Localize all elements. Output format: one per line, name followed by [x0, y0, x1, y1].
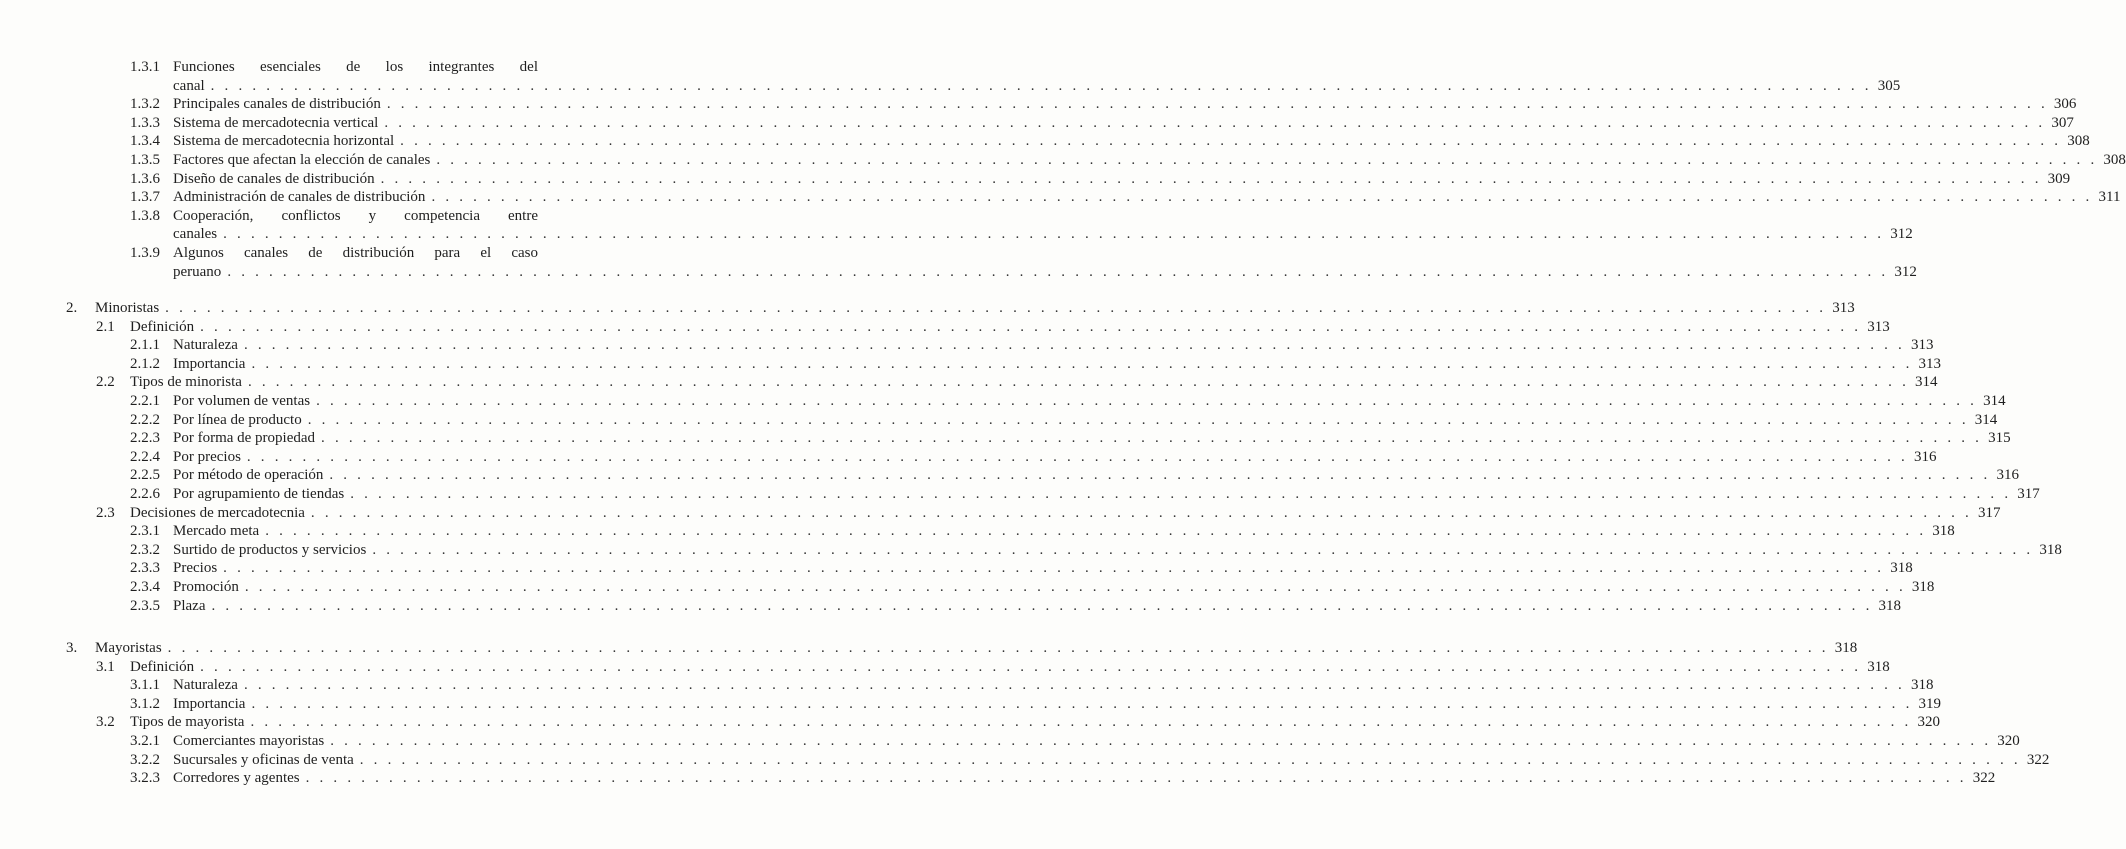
toc-entry-title: Tipos de minorista: [130, 374, 242, 391]
toc-page-number: 318: [1867, 658, 1890, 675]
toc-entry-body: [173, 151, 2126, 170]
dot-leader: . . . . . . . . . . . . . . . . . . . . . . . . . . . . . . . . . . . . . . . . . . . . . . . . . . . . . . . . . . . . . . . . . . . . . . . . . . . . . . . . . . . . . . . . . . . . . . . . . . . . . . . . . . . . . . . . . . . . . . . .: [372, 541, 2034, 558]
toc-entry-number: 2.2.1: [130, 392, 160, 409]
toc-entry-title: Principales canales de distribución: [173, 96, 381, 113]
toc-entry-number: 3.: [66, 640, 78, 656]
toc-page-number: 314: [1974, 411, 1998, 428]
toc-entry-body: [130, 658, 1890, 677]
toc-entry-title: Sistema de mercadotecnia horizontal: [173, 133, 395, 150]
dot-leader: . . . . . . . . . . . . . . . . . . . . . . . . . . . . . . . . . . . . . . . . . . . . . . . . . . . . . . . . . . . . . . . . . . . . . . . . . . . . . . . . . . . . . . . . . . . . . . . . . . . . . . . . . . . . . . . . . . . . . . . .: [400, 133, 2062, 150]
toc-entry-body: [173, 114, 2074, 133]
toc-entry-title: Corredores y agentes: [173, 770, 300, 787]
toc-entry: [0, 58, 600, 77]
toc-entry-body: [130, 504, 2001, 523]
toc-entry-body: [173, 392, 2006, 411]
toc-entry-body: [173, 541, 2062, 560]
dot-leader: . . . . . . . . . . . . . . . . . . . . . . . . . . . . . . . . . . . . . . . . . . . . . . . . . . . . . . . . . . . . . . . . . . . . . . . . . . . . . . . . . . . . . . . . . . . . . . . . . . . . . . . . . . . . . . . . . . . . . . . .: [250, 714, 1912, 731]
toc-page-number: 305: [1877, 77, 1901, 94]
toc-entry-number: 3.1: [96, 658, 115, 675]
toc-entry-title: Importancia: [173, 695, 246, 712]
dot-leader: . . . . . . . . . . . . . . . . . . . . . . . . . . . . . . . . . . . . . . . . . . . . . . . . . . . . . . . . . . . . . . . . . . . . . . . . . . . . . . . . . . . . . . . . . . . . . . . . . . . . . . . . . . . . . . . . . . . . . . . .: [223, 226, 1885, 243]
toc-entry-title: Cooperación, conflictos y competencia entre: [173, 207, 538, 224]
toc-page-number: 307: [2051, 114, 2074, 131]
dot-leader: . . . . . . . . . . . . . . . . . . . . . . . . . . . . . . . . . . . . . . . . . . . . . . . . . . . . . . . . . . . . . . . . . . . . . . . . . . . . . . . . . . . . . . . . . . . . . . . . . . . . . . . . . . . . . . . . . . . . . . . .: [310, 504, 1972, 521]
dot-leader: . . . . . . . . . . . . . . . . . . . . . . . . . . . . . . . . . . . . . . . . . . . . . . . . . . . . . . . . . . . . . . . . . . . . . . . . . . . . . . . . . . . . . . . . . . . . . . . . . . . . . . . . . . . . . . . . . . . . . . . .: [251, 695, 1913, 712]
dot-leader: . . . . . . . . . . . . . . . . . . . . . . . . . . . . . . . . . . . . . . . . . . . . . . . . . . . . . . . . . . . . . . . . . . . . . . . . . . . . . . . . . . . . . . . . . . . . . . . . . . . . . . . . . . . . . . . . . . . . . . . .: [200, 318, 1862, 335]
dot-leader: . . . . . . . . . . . . . . . . . . . . . . . . . . . . . . . . . . . . . . . . . . . . . . . . . . . . . . . . . . . . . . . . . . . . . . . . . . . . . . . . . . . . . . . . . . . . . . . . . . . . . . . . . . . . . . . . . . . . . . . .: [359, 751, 2021, 768]
toc-page-number: 317: [1977, 504, 2001, 521]
toc-entry-number: 3.1.1: [130, 677, 160, 694]
toc-entry-body: [130, 318, 1890, 337]
dot-leader: . . . . . . . . . . . . . . . . . . . . . . . . . . . . . . . . . . . . . . . . . . . . . . . . . . . . . . . . . . . . . . . . . . . . . . . . . . . . . . . . . . . . . . . . . . . . . . . . . . . . . . . . . . . . . . . . . . . . . . . .: [265, 523, 1927, 540]
toc-entry: [0, 373, 1938, 392]
toc-entry-number: 3.1.2: [130, 695, 160, 712]
toc-entry-body: [173, 355, 1942, 374]
toc-page-number: 308: [2067, 133, 2090, 150]
toc-entry-number: 1.3.5: [130, 151, 160, 168]
toc-entry-title: Minoristas: [95, 300, 160, 316]
toc-entry: [0, 559, 1913, 578]
dot-leader: . . . . . . . . . . . . . . . . . . . . . . . . . . . . . . . . . . . . . . . . . . . . . . . . . . . . . . . . . . . . . . . . . . . . . . . . . . . . . . . . . . . . . . . . . . . . . . . . . . . . . . . . . . . . . . . . . . . . . . . .: [436, 151, 2098, 168]
toc-entry-title: Sucursales y oficinas de venta: [173, 751, 354, 768]
dot-leader: . . . . . . . . . . . . . . . . . . . . . . . . . . . . . . . . . . . . . . . . . . . . . . . . . . . . . . . . . . . . . . . . . . . . . . . . . . . . . . . . . . . . . . . . . . . . . . . . . . . . . . . . . . . . . . . . . . . . . . . .: [251, 355, 1913, 372]
toc-page-number: 322: [1972, 770, 1996, 787]
toc-page-number: 318: [1878, 597, 1902, 614]
toc-page-number: 314: [1915, 374, 1938, 391]
dot-leader: . . . . . . . . . . . . . . . . . . . . . . . . . . . . . . . . . . . . . . . . . . . . . . . . . . . . . . . . . . . . . . . . . . . . . . . . . . . . . . . . . . . . . . . . . . . . . . . . . . . . . . . . . . . . . . . . . . . . . . . .: [243, 337, 1906, 354]
toc-entry-number: 2.3.4: [130, 578, 160, 595]
toc-entry-body: [173, 522, 1955, 541]
dot-leader: . . . . . . . . . . . . . . . . . . . . . . . . . . . . . . . . . . . . . . . . . . . . . . . . . . . . . . . . . . . . . . . . . . . . . . . . . . . . . . . . . . . . . . . . . . . . . . . . . . . . . . . . . . . . . . . . . . . . . . . .: [386, 96, 2048, 113]
dot-leader: . . . . . . . . . . . . . . . . . . . . . . . . . . . . . . . . . . . . . . . . . . . . . . . . . . . . . . . . . . . . . . . . . . . . . . . . . . . . . . . . . . . . . . . . . . . . . . . . . . . . . . . . . . . . . . . . . . . . . . . .: [380, 170, 2042, 187]
toc-entry-title: Definición: [130, 658, 195, 675]
toc-entry-title-continued: peruano: [173, 263, 222, 280]
toc-entry-number: 1.3.3: [130, 114, 160, 131]
dot-leader: . . . . . . . . . . . . . . . . . . . . . . . . . . . . . . . . . . . . . . . . . . . . . . . . . . . . . . . . . . . . . . . . . . . . . . . . . . . . . . . . . . . . . . . . . . . . . . . . . . . . . . . . . . . . . . . . . . . . . . . .: [305, 770, 1967, 787]
toc-entry-title: Por volumen de ventas: [173, 392, 311, 409]
toc-entry-title: Promoción: [173, 578, 239, 595]
toc-entry-body: [173, 429, 2011, 448]
toc-entry-title: Por forma de propiedad: [173, 430, 316, 447]
toc-entry-title: Definición: [130, 318, 195, 335]
toc-entry: [0, 336, 1934, 355]
toc-section-canales: [0, 58, 2126, 281]
toc-entry-title: Mayoristas: [95, 640, 162, 656]
toc-entry-continuation: [0, 77, 1901, 96]
toc-entry: [0, 448, 1937, 467]
toc-entry-title: Factores que afectan la elección de canales: [173, 151, 431, 168]
dot-leader: . . . . . . . . . . . . . . . . . . . . . . . . . . . . . . . . . . . . . . . . . . . . . . . . . . . . . . . . . . . . . . . . . . . . . . . . . . . . . . . . . . . . . . . . . . . . . . . . . . . . . . . . . . . . . . . . . . . . . . . .: [223, 560, 1885, 577]
toc-page-number: 320: [1917, 714, 1941, 731]
toc-entry-body: [95, 299, 1855, 318]
toc-page-number: 314: [1983, 392, 2006, 409]
toc-entry: [0, 597, 1902, 616]
toc-entry: [0, 541, 2062, 560]
dot-leader: . . . . . . . . . . . . . . . . . . . . . . . . . . . . . . . . . . . . . . . . . . . . . . . . . . . . . . . . . . . . . . . . . . . . . . . . . . . . . . . . . . . . . . . . . . . . . . . . . . . . . . . . . . . . . . . . . . . . . . . .: [227, 263, 1889, 280]
toc-entry-number: 2.3.2: [130, 541, 160, 558]
toc-entry: [0, 504, 2001, 523]
toc-page-number: 320: [1997, 732, 2020, 749]
dot-leader: . . . . . . . . . . . . . . . . . . . . . . . . . . . . . . . . . . . . . . . . . . . . . . . . . . . . . . . . . . . . . . . . . . . . . . . . . . . . . . . . . . . . . . . . . . . . . . . . . . . . . . . . . . . . . . . . . . . . . . . .: [330, 732, 1992, 749]
toc-entry: [0, 485, 2040, 504]
toc-entry: [0, 132, 2090, 151]
toc-page-number: 318: [1911, 677, 1934, 694]
dot-leader: . . . . . . . . . . . . . . . . . . . . . . . . . . . . . . . . . . . . . . . . . . . . . . . . . . . . . . . . . . . . . . . . . . . . . . . . . . . . . . . . . . . . . . . . . . . . . . . . . . . . . . . . . . . . . . . . . . . . . . . .: [321, 430, 1983, 447]
toc-entry-title: Decisiones de mercadotecnia: [130, 504, 305, 521]
toc-page-number: 313: [1911, 337, 1934, 354]
toc-page-number: 308: [2103, 151, 2126, 168]
toc-entry: [0, 695, 1942, 714]
toc-page-number: 313: [1832, 300, 1855, 316]
toc-entry-title: Mercado meta: [173, 523, 260, 540]
toc-page-number: 318: [1932, 523, 1955, 540]
toc-entry-number: 2.2.2: [130, 411, 160, 428]
toc-entry-title: Importancia: [173, 355, 246, 372]
toc-entry-body: [95, 639, 1858, 658]
toc-entry-body: [173, 132, 2090, 151]
toc-entry-body: [173, 207, 538, 226]
toc-page-number: 322: [2026, 751, 2050, 768]
toc-entry-title: Tipos de mayorista: [130, 714, 245, 731]
toc-page-number: 318: [1911, 578, 1935, 595]
toc-entry-number: 2.1.2: [130, 355, 160, 372]
toc-entry-number: 2.3: [96, 504, 115, 521]
toc-entry: [0, 676, 1934, 695]
toc-entry-title: Administración de canales de distribución: [173, 189, 426, 206]
dot-leader: . . . . . . . . . . . . . . . . . . . . . . . . . . . . . . . . . . . . . . . . . . . . . . . . . . . . . . . . . . . . . . . . . . . . . . . . . . . . . . . . . . . . . . . . . . . . . . . . . . . . . . . . . . . . . . . . . . . . . . . .: [316, 392, 1978, 409]
toc-entry: [0, 95, 2077, 114]
toc-entry-number: 3.2.3: [130, 770, 160, 787]
toc-entry-number: 2.2: [96, 374, 115, 391]
toc-entry: [0, 713, 1941, 732]
toc-entry-number: 2.2.4: [130, 448, 160, 465]
toc-entry-title: Por línea de producto: [173, 411, 302, 428]
toc-entry-number: 2.2.5: [130, 467, 160, 484]
toc-entry-title: Funciones esenciales de los integrantes del: [173, 59, 538, 75]
dot-leader: . . . . . . . . . . . . . . . . . . . . . . . . . . . . . . . . . . . . . . . . . . . . . . . . . . . . . . . . . . . . . . . . . . . . . . . . . . . . . . . . . . . . . . . . . . . . . . . . . . . . . . . . . . . . . . . . . . . . . . . .: [350, 485, 2012, 502]
toc-entry-title: Sistema de mercadotecnia vertical: [173, 114, 379, 131]
toc-page-number: 306: [2053, 96, 2077, 113]
toc-entry: [0, 355, 1942, 374]
toc-page-number: 316: [1913, 448, 1937, 465]
toc-entry: [0, 732, 2020, 751]
toc-entry-number: 1.3.4: [130, 133, 160, 150]
toc-entry-title: Comerciantes mayoristas: [173, 732, 325, 749]
toc-entry-title: Por precios: [173, 448, 241, 465]
toc-entry-title: Surtido de productos y servicios: [173, 541, 367, 558]
toc-section-minoristas: [0, 299, 2062, 615]
dot-leader: . . . . . . . . . . . . . . . . . . . . . . . . . . . . . . . . . . . . . . . . . . . . . . . . . . . . . . . . . . . . . . . . . . . . . . . . . . . . . . . . . . . . . . . . . . . . . . . . . . . . . . . . . . . . . . . . . . . . . . . .: [329, 467, 1991, 484]
toc-page-number: 311: [2098, 189, 2121, 206]
toc-entry-title: Precios: [173, 560, 218, 577]
toc-entry: [0, 392, 2006, 411]
toc-entry-body: [173, 732, 2020, 751]
toc-entry-body: [173, 597, 1902, 616]
toc-entry-body: [173, 58, 538, 77]
toc-entry-body: [173, 466, 2019, 485]
toc-entry-number: 1.3.7: [130, 189, 160, 206]
dot-leader: . . . . . . . . . . . . . . . . . . . . . . . . . . . . . . . . . . . . . . . . . . . . . . . . . . . . . . . . . . . . . . . . . . . . . . . . . . . . . . . . . . . . . . . . . . . . . . . . . . . . . . . . . . . . . . . . . . . . . . . .: [211, 597, 1873, 614]
toc-entry-continuation: [0, 263, 1917, 282]
toc-entry-title-continued: canal: [173, 77, 205, 94]
toc-entry-body: [173, 578, 1935, 597]
toc-entry: [0, 114, 2074, 133]
toc-entry-body: [173, 263, 1917, 282]
toc-entry-number: 1.3.2: [130, 96, 160, 113]
toc-entry: [0, 769, 1996, 788]
toc-page-number: 309: [2047, 170, 2071, 187]
dot-leader: . . . . . . . . . . . . . . . . . . . . . . . . . . . . . . . . . . . . . . . . . . . . . . . . . . . . . . . . . . . . . . . . . . . . . . . . . . . . . . . . . . . . . . . . . . . . . . . . . . . . . . . . . . . . . . . . . . . . . . . .: [167, 640, 1829, 656]
toc-entry-body: [173, 77, 1901, 96]
toc-page-number: 318: [1890, 560, 1913, 577]
toc-page-number: 313: [1918, 355, 1942, 372]
toc-entry: [0, 299, 1855, 318]
toc-entry: [0, 244, 600, 263]
toc-entry: [0, 411, 1998, 430]
dot-leader: . . . . . . . . . . . . . . . . . . . . . . . . . . . . . . . . . . . . . . . . . . . . . . . . . . . . . . . . . . . . . . . . . . . . . . . . . . . . . . . . . . . . . . . . . . . . . . . . . . . . . . . . . . . . . . . . . . . . . . . .: [165, 300, 1827, 316]
toc-entry: [0, 151, 2126, 170]
toc-entry-body: [173, 695, 1942, 714]
toc-entry-number: 2.2.3: [130, 430, 160, 447]
dot-leader: . . . . . . . . . . . . . . . . . . . . . . . . . . . . . . . . . . . . . . . . . . . . . . . . . . . . . . . . . . . . . . . . . . . . . . . . . . . . . . . . . . . . . . . . . . . . . . . . . . . . . . . . . . . . . . . . . . . . . . . .: [431, 189, 2093, 206]
toc-page-number: 312: [1894, 263, 1917, 280]
toc-entry-number: 3.2.1: [130, 732, 160, 749]
toc-entry-body: [173, 225, 1913, 244]
dot-leader: . . . . . . . . . . . . . . . . . . . . . . . . . . . . . . . . . . . . . . . . . . . . . . . . . . . . . . . . . . . . . . . . . . . . . . . . . . . . . . . . . . . . . . . . . . . . . . . . . . . . . . . . . . . . . . . . . . . . . . . .: [246, 448, 1908, 465]
toc-entry-number: 2.2.6: [130, 485, 160, 502]
toc-entry-title: Naturaleza: [173, 677, 238, 694]
toc-page-number: 317: [2017, 485, 2040, 502]
toc-entry-number: 1.3.8: [130, 207, 160, 224]
dot-leader: . . . . . . . . . . . . . . . . . . . . . . . . . . . . . . . . . . . . . . . . . . . . . . . . . . . . . . . . . . . . . . . . . . . . . . . . . . . . . . . . . . . . . . . . . . . . . . . . . . . . . . . . . . . . . . . . . . . . . . . .: [243, 677, 1906, 694]
toc-entry: [0, 658, 1890, 677]
toc-entry-number: 1.3.9: [130, 244, 160, 261]
toc-page-number: 318: [2039, 541, 2062, 558]
toc-entry: [0, 522, 1955, 541]
toc-entry-number: 1.3.6: [130, 170, 160, 187]
toc-entry-body: [173, 676, 1934, 695]
toc-entry: [0, 207, 600, 226]
dot-leader: . . . . . . . . . . . . . . . . . . . . . . . . . . . . . . . . . . . . . . . . . . . . . . . . . . . . . . . . . . . . . . . . . . . . . . . . . . . . . . . . . . . . . . . . . . . . . . . . . . . . . . . . . . . . . . . . . . . . . . . .: [247, 374, 1910, 391]
toc-entry: [0, 751, 2050, 770]
toc-entry-number: 1.3.1: [130, 59, 160, 75]
toc-entry: [0, 188, 2121, 207]
toc-entry-number: 2.1: [96, 318, 115, 335]
toc-page-number: 315: [1988, 430, 2011, 447]
toc-entry-body: [173, 188, 2121, 207]
toc-entry-title: Plaza: [173, 597, 206, 614]
toc-entry: [0, 429, 2011, 448]
toc-entry-body: [173, 559, 1913, 578]
toc-page-number: 312: [1890, 226, 1913, 243]
toc-entry-number: 3.2: [96, 714, 115, 731]
toc-entry-body: [173, 244, 538, 263]
dot-leader: . . . . . . . . . . . . . . . . . . . . . . . . . . . . . . . . . . . . . . . . . . . . . . . . . . . . . . . . . . . . . . . . . . . . . . . . . . . . . . . . . . . . . . . . . . . . . . . . . . . . . . . . . . . . . . . . . . . . . . . .: [384, 114, 2046, 131]
toc-entry: [0, 639, 1858, 658]
dot-leader: . . . . . . . . . . . . . . . . . . . . . . . . . . . . . . . . . . . . . . . . . . . . . . . . . . . . . . . . . . . . . . . . . . . . . . . . . . . . . . . . . . . . . . . . . . . . . . . . . . . . . . . . . . . . . . . . . . . . . . . .: [210, 77, 1872, 94]
toc-section-mayoristas: [0, 639, 2050, 788]
toc-page-number: 313: [1867, 318, 1890, 335]
toc-page-number: 318: [1834, 640, 1858, 656]
toc-entry-title: Algunos canales de distribución para el caso: [173, 244, 538, 261]
toc-entry-body: [173, 170, 2071, 189]
toc-entry-title-continued: canales: [173, 226, 218, 243]
toc-page-number: 319: [1918, 695, 1942, 712]
dot-leader: . . . . . . . . . . . . . . . . . . . . . . . . . . . . . . . . . . . . . . . . . . . . . . . . . . . . . . . . . . . . . . . . . . . . . . . . . . . . . . . . . . . . . . . . . . . . . . . . . . . . . . . . . . . . . . . . . . . . . . . .: [244, 578, 1906, 595]
toc-page-number: 316: [1996, 467, 2019, 484]
toc-entry: [0, 318, 1890, 337]
toc-entry-body: [173, 95, 2077, 114]
dot-leader: . . . . . . . . . . . . . . . . . . . . . . . . . . . . . . . . . . . . . . . . . . . . . . . . . . . . . . . . . . . . . . . . . . . . . . . . . . . . . . . . . . . . . . . . . . . . . . . . . . . . . . . . . . . . . . . . . . . . . . . .: [200, 658, 1862, 675]
toc-entry-number: 2.3.1: [130, 523, 160, 540]
toc-entry-body: [173, 751, 2050, 770]
toc-entry-body: [130, 713, 1941, 732]
toc-entry-body: [173, 411, 1998, 430]
toc-entry-continuation: [0, 225, 1913, 244]
toc-entry-number: 2.3.5: [130, 597, 160, 614]
toc-entry-number: 3.2.2: [130, 751, 160, 768]
toc-entry-number: 2.: [66, 300, 78, 316]
toc-entry-title: Naturaleza: [173, 337, 238, 354]
toc-entry-body: [173, 448, 1937, 467]
toc-entry-number: 2.3.3: [130, 560, 160, 577]
toc-entry-body: [130, 373, 1938, 392]
toc-entry: [0, 466, 2019, 485]
toc-entry: [0, 170, 2071, 189]
toc-entry-body: [173, 336, 1934, 355]
toc-entry: [0, 578, 1935, 597]
toc-entry-body: [173, 769, 1996, 788]
toc-entry-body: [173, 485, 2040, 504]
toc-entry-title: Por método de operación: [173, 467, 324, 484]
dot-leader: . . . . . . . . . . . . . . . . . . . . . . . . . . . . . . . . . . . . . . . . . . . . . . . . . . . . . . . . . . . . . . . . . . . . . . . . . . . . . . . . . . . . . . . . . . . . . . . . . . . . . . . . . . . . . . . . . . . . . . . .: [307, 411, 1969, 428]
toc-entry-title: Por agrupamiento de tiendas: [173, 485, 345, 502]
toc-entry-number: 2.1.1: [130, 337, 160, 354]
toc-entry-title: Diseño de canales de distribución: [173, 170, 375, 187]
